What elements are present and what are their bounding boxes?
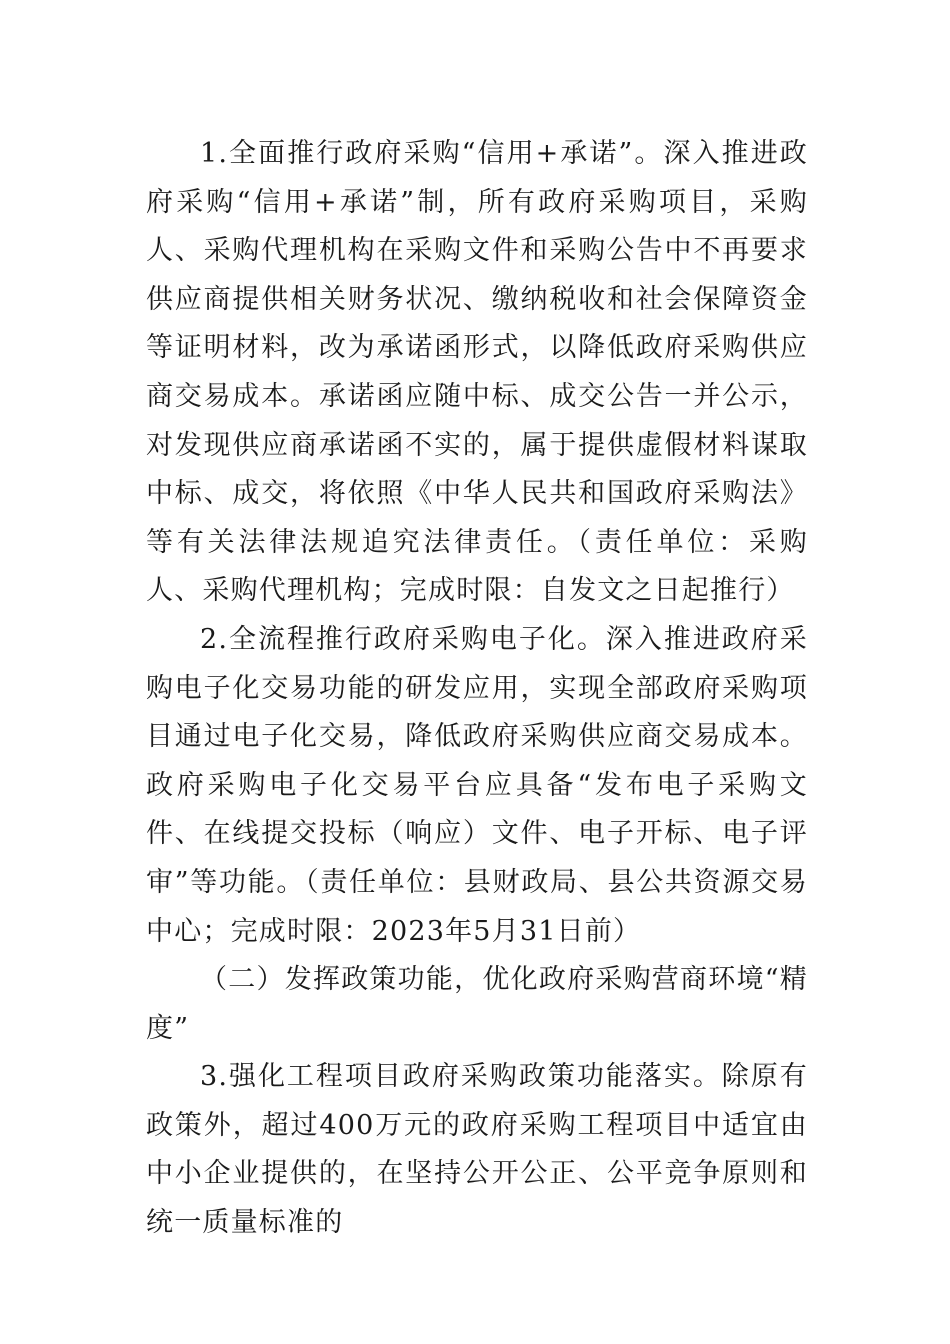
paragraph-item-3: 3.强化工程项目政府采购政策功能落实。除原有政策外，超过400万元的政府采购工程项目中适宜由中小企业提供的，在坚持公开公正、公平竞争原则和统一质量标准的 xyxy=(146,1061,808,1239)
document-body xyxy=(146,130,808,1248)
paragraph-item-1: 1.全面推行政府采购“信用+承诺”。深入推进政府采购“信用+承诺”制，所有政府采购项目，采购人、采购代理机构在采购文件和采购公告中不再要求供应商提供相关财务状况、缴纳税收和社会保障资金等证明材料，改为承诺函形式，以降低政府采购供应商交易成本。承诺函应随中标、成交公告一并公示，对发现供应商承诺函不实的，属于提供虚假材料谋取中标、成交，将依照《中华人民共和国政府采购法》等有关法律法规追究法律责任。（责任单位：采购人、采购代理机构；完成时限：自发文之日起推行） xyxy=(146,138,808,607)
section-heading-2: （二）发挥政策功能，优化政府采购营商环境“精度” xyxy=(146,964,808,1044)
paragraph-item-2: 2.全流程推行政府采购电子化。深入推进政府采购电子化交易功能的研发应用，实现全部政府采购项目通过电子化交易，降低政府采购供应商交易成本。政府采购电子化交易平台应具备“发布电子采购文件、在线提交投标（响应）文件、电子开标、电子评审”等功能。（责任单位：县财政局、县公共资源交易中心；完成时限：2023年5月31日前） xyxy=(146,623,808,947)
